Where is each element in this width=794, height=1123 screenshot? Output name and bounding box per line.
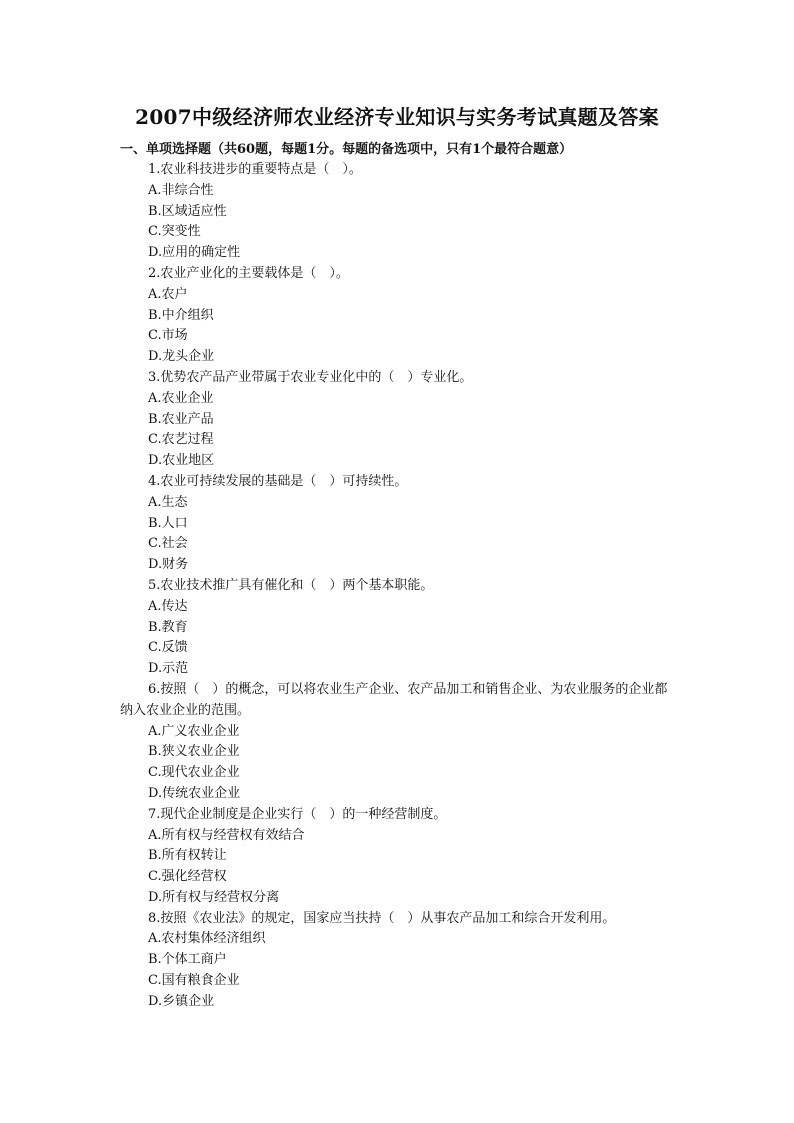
question-stem: 2.农业产业化的主要载体是（ ）。 [148,265,349,281]
question-1 [120,160,680,264]
question-stem: 7.现代企业制度是企业实行（ ）的一种经营制度。 [148,806,447,822]
question-stem: 1.农业科技进步的重要特点是（ ）。 [148,162,362,177]
option-c: C.市场 [148,328,188,344]
option-a: A.传达 [148,598,188,614]
question-7 [120,805,680,909]
option-d: D.乡镇企业 [148,993,215,1009]
question-8 [120,909,680,1013]
question-3 [120,368,680,472]
option-a: A.广义农业企业 [148,723,240,739]
option-b: B.人口 [148,515,188,531]
question-list [120,160,680,1013]
option-d: D.应用的确定性 [148,245,241,261]
option-a: A.农村集体经济组织 [148,931,266,947]
option-a: A.所有权与经营权有效结合 [148,827,305,843]
option-d: D.所有权与经营权分离 [148,889,280,905]
option-c: C.强化经营权 [148,869,227,885]
option-b: B.区域适应性 [148,203,227,219]
option-b: B.教育 [148,619,188,635]
option-d: D.龙头企业 [148,349,215,365]
question-stem: 3.优势农产品产业带属于农业专业化中的（ ）专业化。 [148,369,473,385]
option-c: C.突变性 [148,224,201,240]
option-c: C.现代农业企业 [148,765,240,781]
option-b: B.个体工商户 [148,952,227,968]
question-2 [120,264,680,368]
option-d: D.农业地区 [148,453,215,469]
option-b: B.狭义农业企业 [148,744,240,760]
option-c: C.反馈 [148,640,188,656]
question-stem: 5.农业技术推广具有催化和（ ）两个基本职能。 [148,577,434,593]
question-stem: 6.按照（ ）的概念，可以将农业生产企业、农产品加工和销售企业、为农业服务的企业都纳入农业企业的范围。 [120,681,668,718]
question-4 [120,472,680,576]
question-5 [120,576,680,680]
option-c: C.农艺过程 [148,432,214,448]
question-6 [120,680,680,805]
option-b: B.中介组织 [148,307,214,323]
option-b: B.农业产品 [148,411,214,427]
document-title: 2007中级经济师农业经济专业知识与实务考试真题及答案 [135,105,659,129]
option-d: D.传统农业企业 [148,785,241,801]
option-b: B.所有权转让 [148,848,227,864]
option-a: A.生态 [148,494,188,510]
question-stem: 8.按照《农业法》的规定，国家应当扶持（ ）从事农产品加工和综合开发利用。 [148,910,616,926]
option-a: A.农业企业 [148,390,214,406]
option-c: C.社会 [148,536,188,552]
option-a: A.农户 [148,286,188,302]
section-heading: 一、单项选择题（共60题，每题1分。每题的备选项中，只有1个最符合题意） [120,142,573,157]
question-stem: 4.农业可持续发展的基础是（ ）可持续性。 [148,473,408,489]
option-d: D.财务 [148,557,189,573]
option-a: A.非综合性 [148,182,214,198]
option-d: D.示范 [148,661,189,677]
option-c: C.国有粮食企业 [148,973,240,989]
